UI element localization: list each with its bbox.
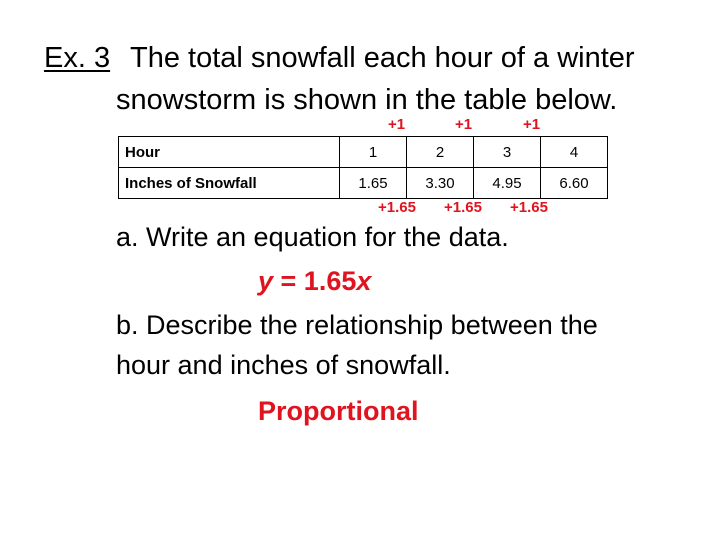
- snowfall-cell-3: 4.95: [474, 168, 541, 199]
- problem-statement-line-1: The total snowfall each hour of a winter: [130, 42, 635, 74]
- hour-cell-4: 4: [541, 137, 608, 168]
- hour-increment-1: +1: [388, 116, 406, 133]
- row-label-hour: Hour: [119, 137, 340, 168]
- hour-cell-2: 2: [407, 137, 474, 168]
- part-a-question: a. Write an equation for the data.: [116, 222, 509, 252]
- snowfall-increment-1: +1.65: [378, 199, 416, 216]
- snowfall-cell-1: 1.65: [340, 168, 407, 199]
- answer-equals-coefficient: = 1.65: [273, 266, 357, 296]
- hour-increment-3: +1: [523, 116, 541, 133]
- hour-increment-2: +1: [455, 116, 473, 133]
- problem-statement-line-2: snowstorm is shown in the table below.: [116, 84, 618, 116]
- part-b-question-line-2: hour and inches of snowfall.: [116, 350, 451, 380]
- hour-cell-3: 3: [474, 137, 541, 168]
- part-b-answer: Proportional: [258, 396, 419, 426]
- snowfall-increment-2: +1.65: [444, 199, 482, 216]
- table-row-hour: [119, 137, 608, 168]
- snowfall-table: [118, 136, 608, 199]
- row-label-snowfall: Inches of Snowfall: [119, 168, 340, 199]
- snowfall-increment-3: +1.65: [510, 199, 548, 216]
- example-label: Ex. 3: [44, 42, 111, 74]
- answer-variable-y: y: [258, 266, 274, 296]
- snowfall-cell-4: 6.60: [541, 168, 608, 199]
- answer-variable-x: x: [356, 266, 372, 296]
- table-row-snowfall: [119, 168, 608, 199]
- snowfall-cell-2: 3.30: [407, 168, 474, 199]
- part-b-question-line-1: b. Describe the relationship between the: [116, 310, 598, 340]
- part-a-answer: [258, 266, 371, 297]
- hour-cell-1: 1: [340, 137, 407, 168]
